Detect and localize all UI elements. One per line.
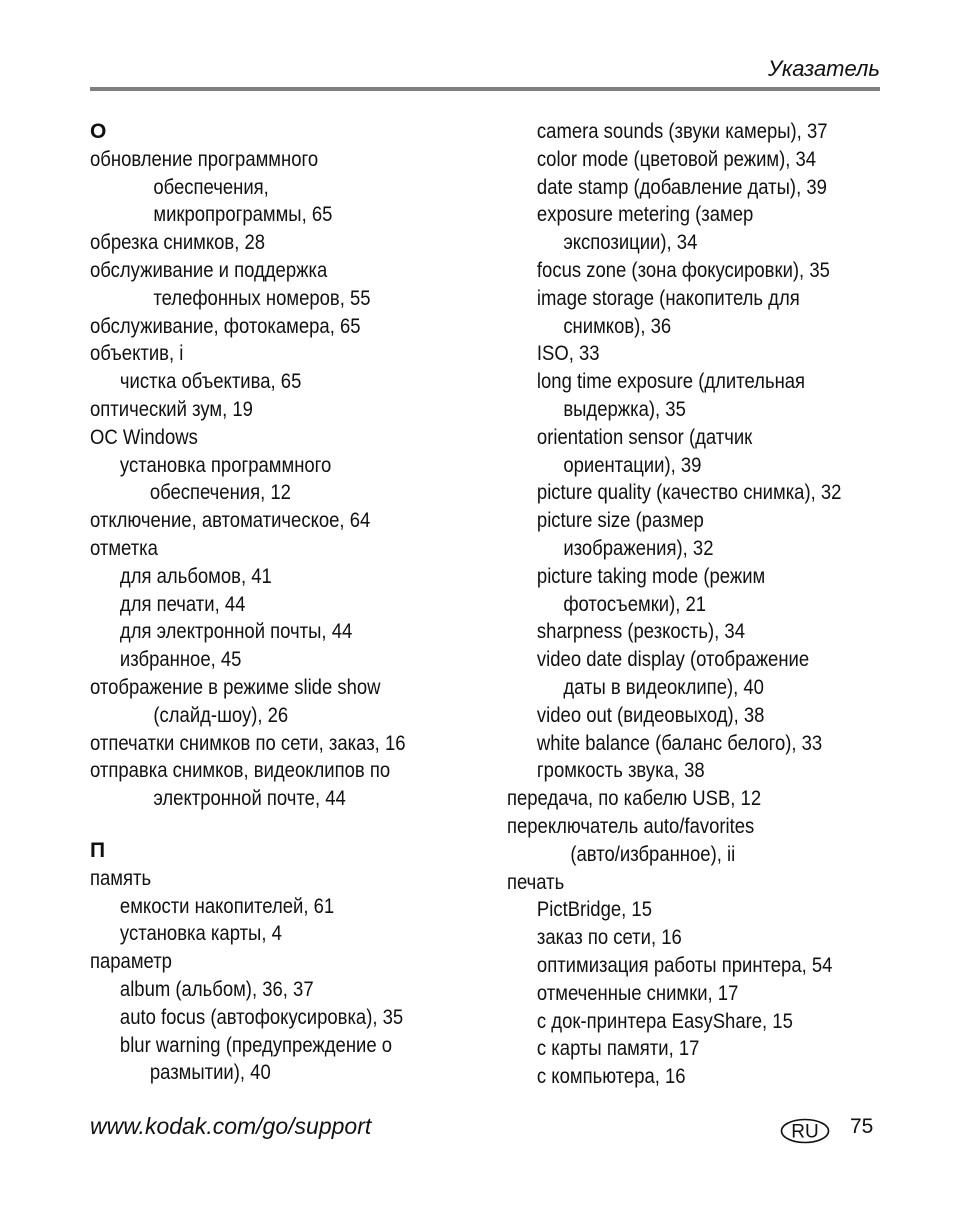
index-entry: image storage (накопитель для [536,286,800,310]
index-entry: снимков), 36 [563,314,672,338]
index-entry: обрезка снимков, 28 [90,231,266,255]
index-entry: отмеченные снимки, 17 [536,981,739,1005]
index-entry: фотосъемки), 21 [563,592,707,616]
index-entry: с карты памяти, 17 [536,1037,700,1061]
index-entry: оптимизация работы принтера, 54 [536,953,833,977]
index-entry: отметка [90,536,158,560]
index-entry: экспозиции), 34 [563,231,698,255]
index-entry: обслуживание и поддержка [90,258,328,282]
index-entry: picture taking mode (режим [536,564,766,588]
index-entry: микропрограммы, 65 [153,203,333,227]
index-entry: для электронной почты, 44 [119,620,353,644]
index-entry: (авто/избранное), ii [570,842,736,866]
index-entry: отправка снимков, видеоклипов по [90,759,391,783]
index-entry: focus zone (зона фокусировки), 35 [536,258,830,282]
index-entry: для альбомов, 41 [119,564,272,588]
index-column-left [90,118,490,1087]
index-entry: отключение, автоматическое, 64 [90,509,371,533]
section-gap [90,813,490,837]
language-badge-text: RU [791,1121,819,1143]
index-entry: PictBridge, 15 [536,898,652,922]
section-letter: О [90,120,107,143]
index-entry: long time exposure (длительная [536,370,806,394]
index-entry: ориентации), 39 [563,453,702,477]
index-entry: чистка объектива, 65 [119,370,302,394]
index-entry: album (альбом), 36, 37 [119,977,314,1001]
index-entry: orientation sensor (датчик [536,425,753,449]
index-entry: передача, по кабелю USB, 12 [507,787,762,811]
index-entry: громкость звука, 38 [536,759,705,783]
index-entry: video date display (отображение [536,648,810,672]
index-entry: date stamp (добавление даты), 39 [536,175,827,199]
index-entry: с док-принтера EasyShare, 15 [536,1009,793,1033]
index-entry: отпечатки снимков по сети, заказ, 16 [90,731,406,755]
index-entry: заказ по сети, 16 [536,926,682,950]
language-badge-icon [780,1118,830,1144]
index-entry: для печати, 44 [119,592,246,616]
index-entry: печать [507,870,565,894]
index-entry: exposure metering (замер [536,203,754,227]
index-column-right [507,118,927,1091]
index-entry: установка карты, 4 [119,922,282,946]
index-entry: blur warning (предупреждение о [119,1033,393,1057]
index-entry: выдержка), 35 [563,397,686,421]
index-entry: camera sounds (звуки камеры), 37 [536,120,828,143]
index-entry: color mode (цветовой режим), 34 [536,147,817,171]
index-entry: auto focus (автофокусировка), 35 [119,1005,404,1029]
index-entry: телефонных номеров, 55 [153,286,371,310]
index-entry: обеспечения, [153,175,269,199]
support-url: www.kodak.com/go/support [90,1113,372,1139]
index-entry: размытии), 40 [149,1061,271,1085]
index-entry: электронной почте, 44 [153,787,346,811]
index-entry: отображение в режиме slide show [90,675,381,699]
index-entry: обеспечения, 12 [149,481,291,505]
index-entry: video out (видеовыход), 38 [536,703,765,727]
index-entry: изображения), 32 [563,536,714,560]
index-entry: white balance (баланс белого), 33 [536,731,823,755]
index-entry: picture size (размер [536,509,704,533]
index-entry: избранное, 45 [119,648,242,672]
index-entry: объектив, i [90,342,184,366]
index-entry: ISO, 33 [536,342,600,366]
index-entry: обновление программного [90,147,319,171]
index-entry: с компьютера, 16 [536,1065,686,1089]
index-entry: установка программного [119,453,332,477]
index-entry: емкости накопителей, 61 [119,894,335,918]
index-entry: (слайд-шоу), 26 [153,703,289,727]
index-entry: оптический зум, 19 [90,397,253,421]
index-entry: ОС Windows [90,425,198,449]
index-entry: обслуживание, фотокамера, 65 [90,314,361,338]
section-letter: П [90,838,106,862]
index-entry: даты в видеоклипе), 40 [563,675,764,699]
index-entry: sharpness (резкость), 34 [536,620,745,644]
index-entry: переключатель auto/favorites [507,814,755,838]
page-number: 75 [850,1115,874,1138]
index-entry: picture quality (качество снимка), 32 [536,481,842,505]
index-entry: память [90,866,152,890]
header-divider [90,87,880,91]
page-header-title: Указатель [768,56,880,81]
index-entry: параметр [90,950,172,974]
